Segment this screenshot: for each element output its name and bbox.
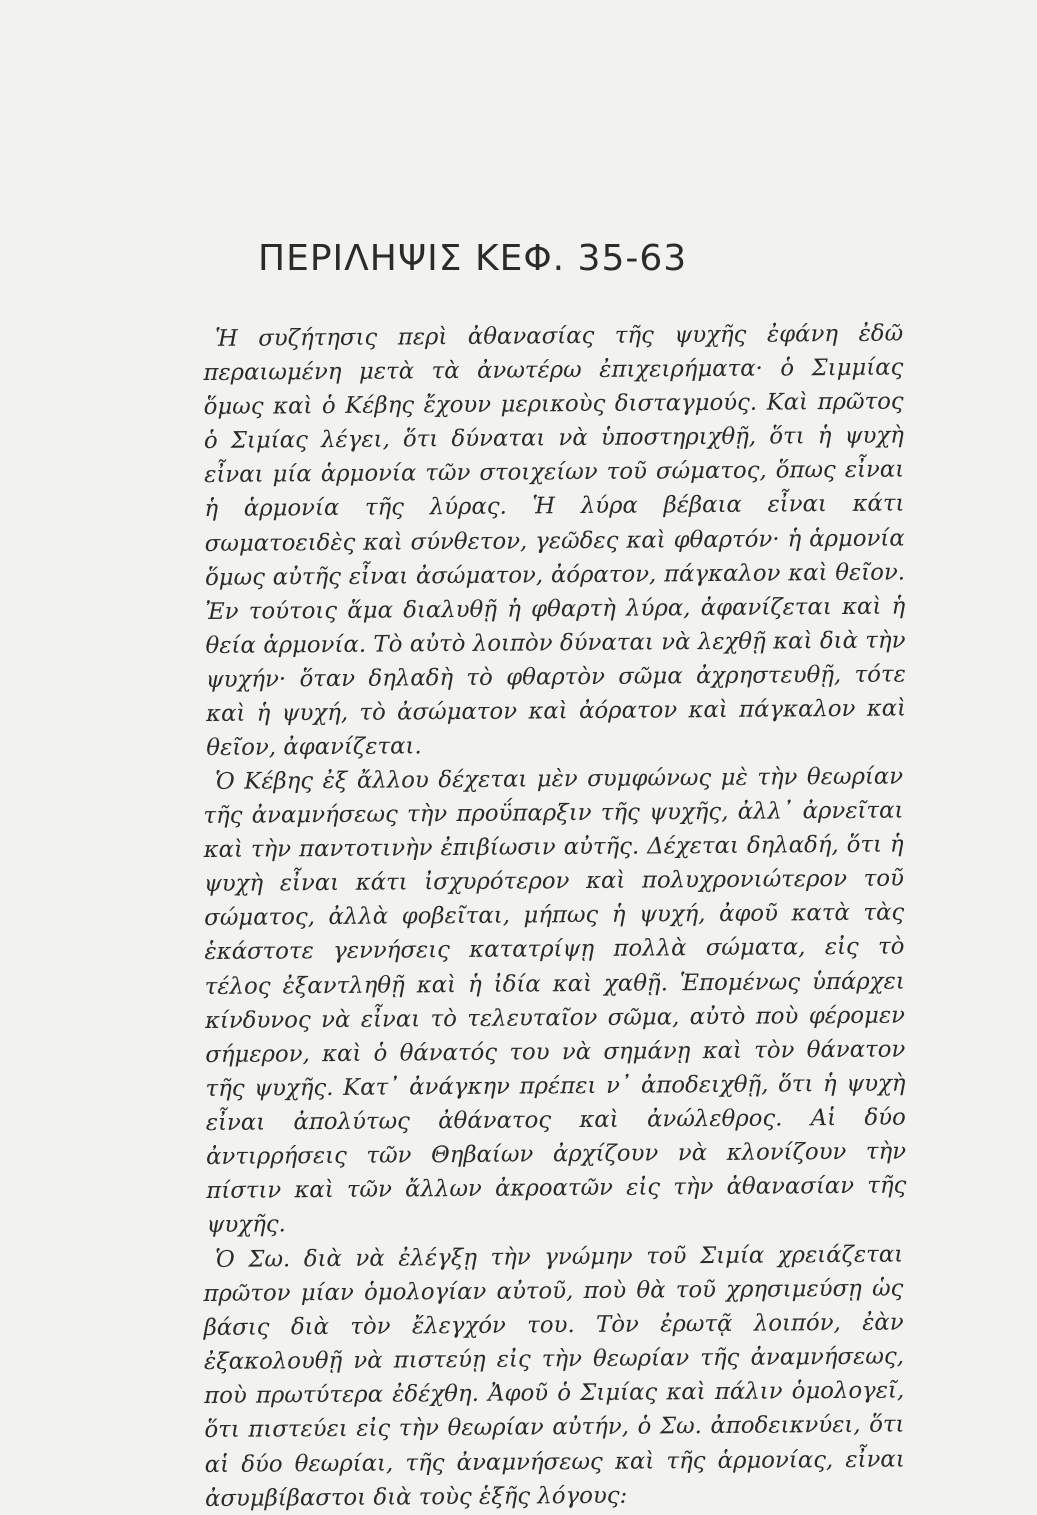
paragraph-3: Ὁ Σω. διὰ νὰ ἐλέγξῃ τὴν γνώμην τοῦ Σιμία χρειάζεται πρῶτον μίαν ὁμολογίαν αὐτοῦ, ποὺ θὰ τοῦ χρησιμεύσῃ ὡς βάσις διὰ τὸν ἔλεγχόν του. Τὸν ἐρωτᾷ λοιπόν, ἐὰν ἐξακολουθῇ νὰ πιστεύῃ εἰς τὴν θεωρίαν τῆς ἀναμνήσεως, ποὺ πρωτύτερα ἐδέχθη. Ἀφοῦ ὁ Σιμίας καὶ πάλιν ὁμολογεῖ, ὅτι πιστεύει εἰς τὴν θεωρίαν αὐτήν, ὁ Σω. ἀποδεικνύει, ὅτι αἱ δύο θεωρίαι, τῆς ἀναμνήσεως καὶ τῆς ἁρμονίας, εἶναι ἀσυμβίβαστοι διὰ τοὺς ἑξῆς λόγους: bbox=[203, 1241, 905, 1512]
paragraph-1: Ἡ συζήτησις περὶ ἀθανασίας τῆς ψυχῆς ἐφάνη ἐδῶ περαιωμένη μετὰ τὰ ἀνωτέρω ἐπιχειρήματα· ὁ Σιμμίας ὅμως καὶ ὁ Κέβης ἔχουν μερικοὺς δισταγμούς. Καὶ πρῶτος ὁ Σιμίας λέγει, ὅτι δύναται νὰ ὑποστηριχθῇ, ὅτι ἡ ψυχὴ εἶναι μία ἁρμονία τῶν στοιχείων τοῦ σώματος, ὅπως εἶναι ἡ ἁρμονία τῆς λύρας. Ἡ λύρα βέβαια εἶναι κάτι σωματοειδὲς καὶ σύνθετον, γεῶδες καὶ φθαρτόν· ἡ ἁρμονία ὅμως αὐτῆς εἶναι ἀσώματον, ἀόρατον, πάγκαλον καὶ θεῖον. Ἐν τούτοις ἅμα διαλυθῇ ἡ φθαρτὴ λύρα, ἀφανίζεται καὶ ἡ θεία ἁρμονία. Τὸ αὐτὸ λοιπὸν δύναται νὰ λεχθῇ καὶ διὰ τὴν ψυχήν· ὅταν δηλαδὴ τὸ φθαρτὸν σῶμα ἀχρηστευθῇ, τότε καὶ ἡ ψυχή, τὸ ἀσώματον καὶ ἀόρατον καὶ πάγκαλον καὶ θεῖον, ἀφανίζεται. bbox=[203, 320, 907, 762]
page-title: ΠΕΡΙΛΗΨΙΣ ΚΕΦ. 35-63 bbox=[258, 238, 688, 279]
body-text bbox=[203, 320, 907, 1515]
paragraph-2: Ὁ Κέβης ἐξ ἄλλου δέχεται μὲν συμφώνως μὲ τὴν θεωρίαν τῆς ἀναμνήσεως τὴν προΰπαρξιν τῆς ψυχῆς, ἀλλ᾽ ἀρνεῖται καὶ τὴν παντοτινὴν ἐπιβίωσιν αὐτῆς. Δέχεται δηλαδή, ὅτι ἡ ψυχὴ εἶναι κάτι ἰσχυρότερον καὶ πολυχρονιώτερον τοῦ σώματος, ἀλλὰ φοβεῖται, μήπως ἡ ψυχή, ἀφοῦ κατὰ τὰς ἑκάστοτε γεννήσεις κατατρίψῃ πολλὰ σώματα, εἰς τὸ τέλος ἐξαντληθῇ καὶ ἡ ἰδία καὶ χαθῇ. Ἑπομένως ὑπάρχει κίνδυνος νὰ εἶναι τὸ τελευταῖον σῶμα, αὐτὸ ποὺ φέρομεν σήμερον, καὶ ὁ θάνατός του νὰ σημάνῃ καὶ τὸν θάνατον τῆς ψυχῆς. Κατ᾽ ἀνάγκην πρέπει ν᾽ ἀποδειχθῇ, ὅτι ἡ ψυχὴ εἶναι ἀπολύτως ἀθάνατος καὶ ἀνώλεθρος. Αἱ δύο ἀντιρρήσεις τῶν Θηβαίων ἀρχίζουν νὰ κλονίζουν τὴν πίστιν καὶ τῶν ἄλλων ἀκροατῶν εἰς τὴν ἀθανασίαν τῆς ψυχῆς. bbox=[203, 763, 907, 1239]
